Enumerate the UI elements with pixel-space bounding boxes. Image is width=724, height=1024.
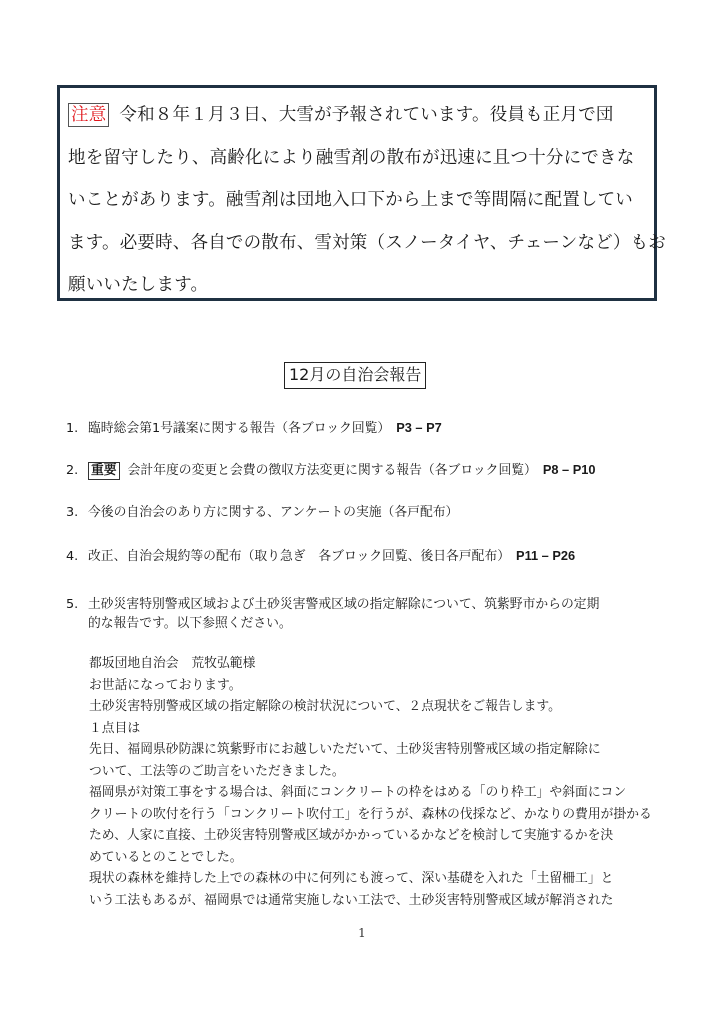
item-number: 4. — [66, 549, 79, 564]
report-item-4 — [66, 546, 575, 566]
item-pages: P11 – P26 — [516, 548, 576, 563]
letter-line: 福岡県が対策工事をする場合は、斜面にコンクリートの枠をはめる「のり枠工」や斜面にコン — [89, 785, 627, 800]
letter-line: 現状の森林を維持した上での森林の中に何列にも渡って、深い基礎を入れた「土留柵工」と — [89, 871, 614, 886]
letter-line: めているとのことでした。 — [89, 849, 243, 865]
notice-line: いことがあります。融雪剤は団地入口下から上まで等間隔に配置してい — [68, 190, 633, 210]
item-number: 5. — [66, 597, 79, 612]
letter-line: 土砂災害特別警戒区域の指定解除の検討状況について、２点現状をご報告します。 — [89, 699, 561, 714]
report-item-1 — [66, 418, 442, 438]
notice-line: 願いいたします。 — [68, 275, 209, 295]
city-letter — [89, 653, 689, 911]
letter-line: クリートの吹付を行う「コンクリート吹付工」を行うが、森林の伐採など、かなりの費用が掛かる — [89, 806, 652, 822]
item-number: 2. — [66, 463, 79, 478]
section-title: 12月の自治会報告 — [284, 362, 426, 389]
item-text: 土砂災害特別警戒区域および土砂災害警戒区域の指定解除について、筑紫野市からの定期 — [88, 597, 600, 612]
letter-line: ため、人家に直接、土砂災害特別警戒区域がかかっているかなどを検討して実施するかを決 — [89, 828, 614, 843]
letter-line: １点目は — [89, 720, 141, 736]
notice-line: 地を留守したり、高齢化により融雪剤の散布が迅速に且つ十分にできな — [68, 147, 635, 168]
letter-line: ついて、工法等のご助言をいただきました。 — [89, 763, 345, 779]
item-pages: P3 – P7 — [396, 420, 442, 435]
letter-line: 先日、福岡県砂防課に筑紫野市にお越しいただいて、土砂災害特別警戒区域の指定解除に — [89, 742, 601, 757]
notice-line — [68, 94, 646, 137]
letter-line: いう工法もあるが、福岡県では通常実施しない工法で、土砂災害特別警戒区域が解消された — [89, 892, 614, 908]
important-badge: 重要 — [88, 462, 120, 480]
item-number: 3. — [66, 505, 79, 520]
report-item-3 — [66, 503, 458, 522]
item-pages: P8 – P10 — [542, 462, 596, 477]
report-item-5 — [66, 595, 599, 633]
report-item-2 — [66, 460, 596, 480]
letter-addressee: 都坂団地自治会 荒牧弘範様 — [89, 656, 256, 671]
item-text: 臨時総会第1号議案に関する報告（各ブロック回覧） — [88, 421, 391, 436]
item-number: 1. — [66, 421, 79, 436]
notice-tag: 注意 — [68, 103, 109, 127]
notice-text: 令和８年１月３日、大雪が予報されています。役員も正月で団 — [119, 105, 614, 125]
item-text: 今後の自治会のあり方に関する、アンケートの実施（各戸配布） — [88, 505, 459, 520]
letter-line: お世話になっております。 — [89, 677, 242, 693]
item-text: 会計年度の変更と会費の徴収方法変更に関する報告（各ブロック回覧） — [127, 463, 537, 478]
notice-box — [57, 85, 666, 301]
item-text: 改正、自治会規約等の配布（取り急ぎ 各ブロック回覧、後日各戸配布） — [88, 549, 511, 564]
notice-line: ます。必要時、各自での散布、雪対策（スノータイヤ、チェーンなど）もお — [68, 232, 666, 253]
item-text-continuation: 的な報告です。以下参照ください。 — [88, 616, 292, 631]
page-number: 1 — [358, 926, 366, 940]
